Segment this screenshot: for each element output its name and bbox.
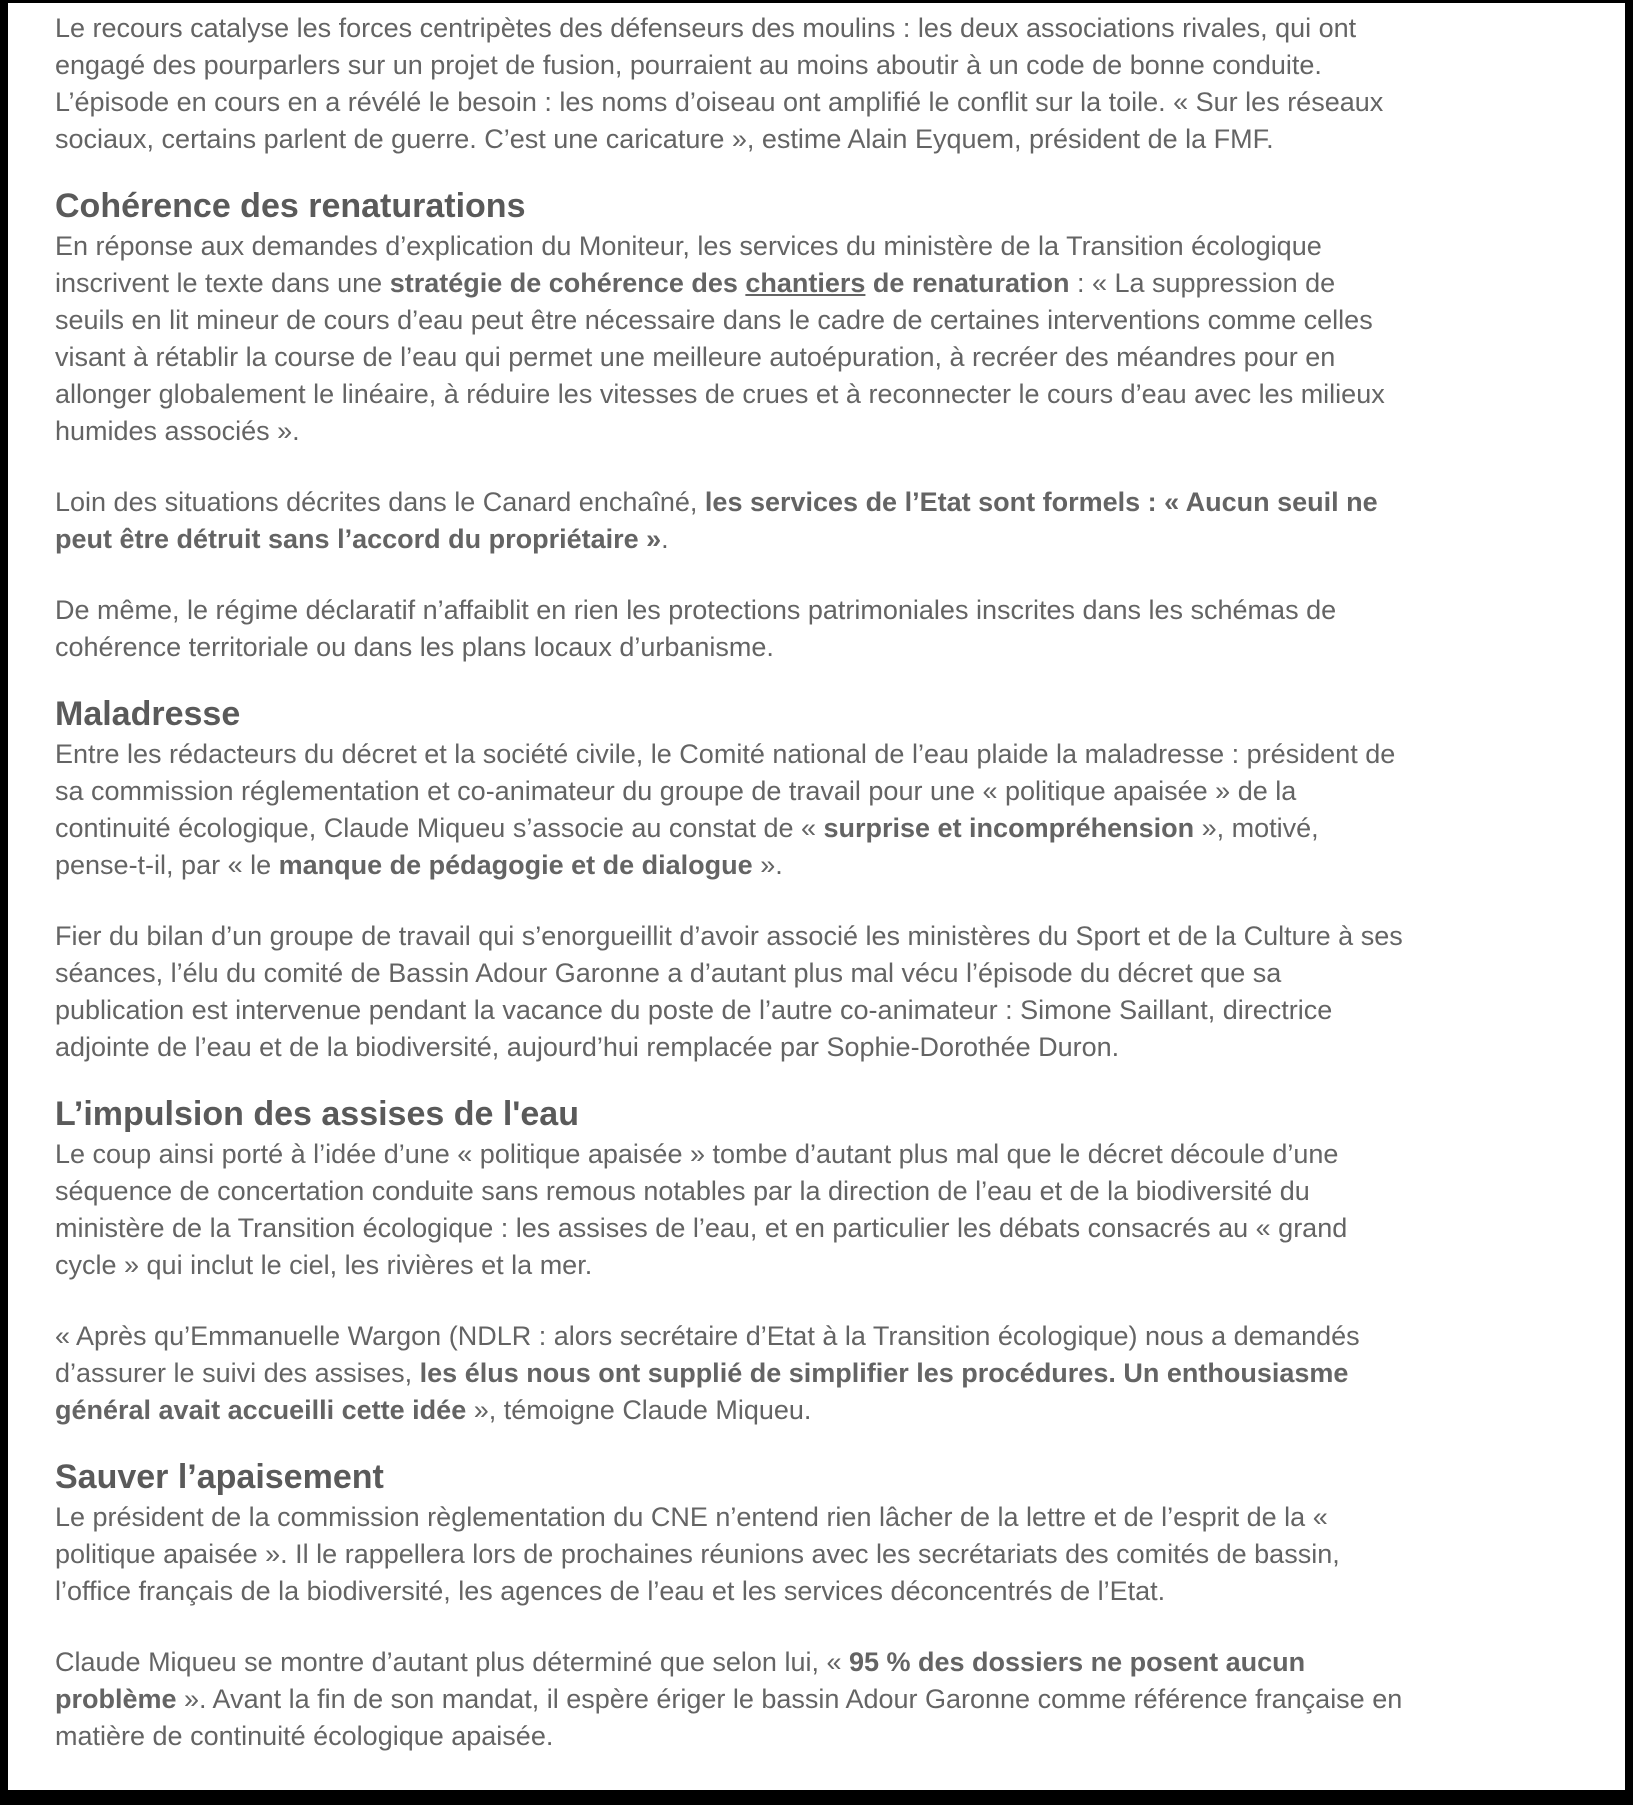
paragraph — [55, 228, 1407, 450]
paragraph — [55, 10, 1407, 158]
text-run: Fier du bilan d’un groupe de travail qui s’enorgueillit d’avoir associé les ministères du Sport et de la Culture à ses séances, l’élu du comité de Bassin Adour Garonne a d’autant plus mal vécu l’épisode du décret que sa publication est intervenue pendant la vacance du poste de l’autre co-animateur : Simone Saillant, directrice adjointe de l’eau et de la biodiversité, aujourd’hui remplacée par Sophie-Dorothée Duron. — [55, 921, 1403, 1062]
text-run: », motivé, pense-t-il, par « le — [55, 813, 1319, 880]
text-run: Claude Miqueu se montre d’autant plus déterminé que selon lui, « — [55, 1647, 849, 1677]
paragraph — [55, 1644, 1407, 1755]
text-run: de renaturation — [865, 268, 1070, 298]
text-run: . — [661, 524, 669, 554]
text-run: Le président de la commission règlementation du CNE n’entend rien lâcher de la lettre et de l’esprit de la « politique apaisée ». Il le rappellera lors de prochaines réunions avec les secrétariats des comités de bassin, l’office français de la biodiversité, les agences de l’eau et les services déconcentrés de l’Etat. — [55, 1502, 1340, 1606]
text-run: 95 % des dossiers ne posent aucun problème — [55, 1647, 1306, 1714]
paragraph — [55, 918, 1407, 1066]
text-run: les élus nous ont supplié de simplifier les procédures. Un enthousiasme général avait accueilli cette idée — [55, 1358, 1349, 1425]
text-run: ». Avant la fin de son mandat, il espère ériger le bassin Adour Garonne comme référence française en matière de continuité écologique apaisée. — [55, 1684, 1403, 1751]
text-run: Loin des situations décrites dans le Canard enchaîné, — [55, 487, 705, 517]
text-run: surprise et incompréhension — [823, 813, 1195, 843]
text-run: manque de pédagogie et de dialogue — [278, 850, 753, 880]
text-run: ». — [752, 850, 783, 880]
text-run: stratégie de cohérence des — [389, 268, 746, 298]
section-heading: Sauver l’apaisement — [55, 1458, 384, 1496]
text-run: Entre les rédacteurs du décret et la société civile, le Comité national de l’eau plaide la maladresse : président de sa commission réglementation et co-animateur du groupe de travail pour une « politique apaisée » de la continuité écologique, Claude Miqueu s’associe au constat de « — [55, 739, 1396, 843]
paragraph — [55, 484, 1407, 558]
paragraph — [55, 736, 1407, 884]
section-heading: Cohérence des renaturations — [55, 187, 526, 225]
paragraph — [55, 592, 1407, 666]
paragraph — [55, 1499, 1407, 1610]
section-heading: L’impulsion des assises de l'eau — [55, 1095, 579, 1133]
paragraph — [55, 1136, 1407, 1284]
text-run: « Après qu’Emmanuelle Wargon (NDLR : alors secrétaire d’Etat à la Transition écologique) nous a demandés d’assurer le suivi des assises, — [55, 1321, 1360, 1388]
text-run: De même, le régime déclaratif n’affaiblit en rien les protections patrimoniales inscrites dans les schémas de cohérence territoriale ou dans les plans locaux d’urbanisme. — [55, 595, 1337, 662]
chantiers-link[interactable]: chantiers — [745, 268, 866, 298]
text-run: », témoigne Claude Miqueu. — [466, 1395, 812, 1425]
section-heading: Maladresse — [55, 695, 241, 733]
paragraph — [55, 1318, 1407, 1429]
text-run: les services de l’Etat sont formels : « Aucun seuil ne peut être détruit sans l’accord du propriétaire » — [55, 487, 1378, 554]
article-body — [8, 3, 1625, 1755]
text-run: : « La suppression de seuils en lit mineur de cours d’eau peut être nécessaire dans le cadre de certaines interventions comme celles visant à rétablir la course de l’eau qui permet une meilleure autoépuration, à recréer des méandres pour en allonger globalement le linéaire, à réduire les vitesses de crues et à reconnecter le cours d’eau avec les milieux humides associés ». — [55, 268, 1385, 446]
text-run: En réponse aux demandes d’explication du Moniteur, les services du ministère de la Transition écologique inscrivent le texte dans une — [55, 231, 1322, 298]
text-run: Le recours catalyse les forces centripètes des défenseurs des moulins : les deux associations rivales, qui ont engagé des pourparlers sur un projet de fusion, pourraient au moins aboutir à un code de bonne conduite. L’épisode en cours en a révélé le besoin : les noms d’oiseau ont amplifié le conflit sur la toile. « Sur les réseaux sociaux, certains parlent de guerre. C’est une caricature », estime Alain Eyquem, président de la FMF. — [55, 13, 1384, 154]
text-run: Le coup ainsi porté à l’idée d’une « politique apaisée » tombe d’autant plus mal que le décret découle d’une séquence de concertation conduite sans remous notables par la direction de l’eau et de la biodiversité du ministère de la Transition écologique : les assises de l’eau, et en particulier les débats consacrés au « grand cycle » qui inclut le ciel, les rivières et la mer. — [55, 1139, 1348, 1280]
